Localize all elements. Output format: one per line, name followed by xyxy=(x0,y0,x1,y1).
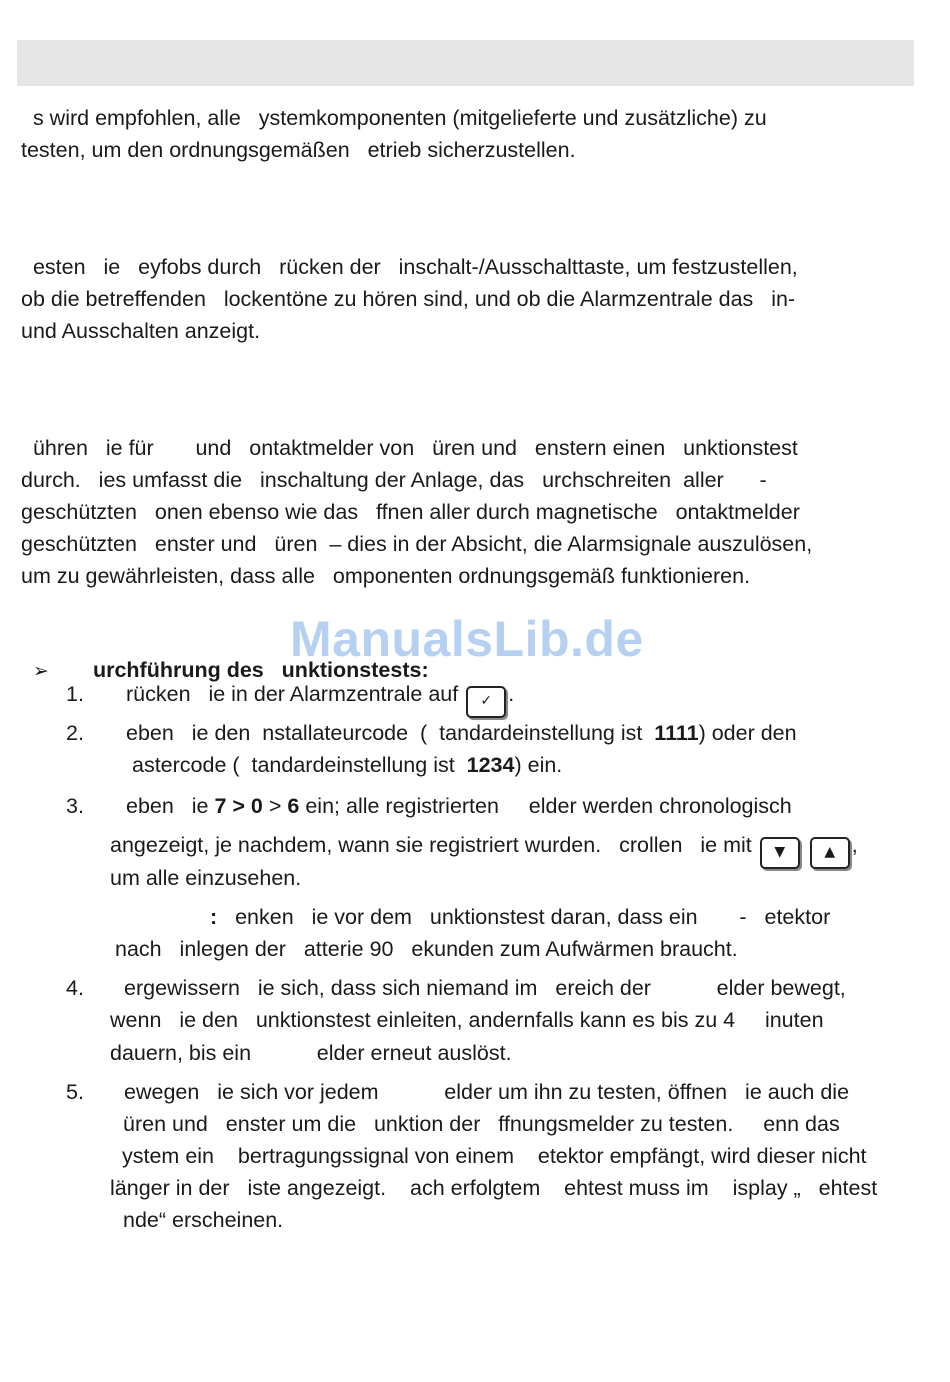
step-3-line-1 xyxy=(126,790,792,822)
arrow-bullet-icon: ➢ xyxy=(32,660,49,682)
step-1-text xyxy=(126,678,514,718)
arrow-up-key-icon: ▲ xyxy=(810,837,850,869)
step-3-line-2-text: angezeigt, je nachdem, wann sie registriert wurden. crollen ie mit xyxy=(110,833,752,857)
sensor-line-4: geschützten enster und üren – dies in der Absicht, die Alarmsignale auszulösen, xyxy=(21,532,813,556)
step-2-post: ) oder den xyxy=(698,721,797,745)
step-3-post: ein; alle registrierten elder werden chronologisch xyxy=(299,794,792,818)
step-4-line-1: ergewissern ie sich, dass sich niemand im ereich der elder bewegt, xyxy=(124,976,846,1000)
step-3-line-3: um alle einzusehen. xyxy=(110,866,302,890)
step-3-mid: > xyxy=(262,794,288,818)
step-3-note-line-1 xyxy=(210,901,830,933)
step-4-line-3: dauern, bis ein elder erneut auslöst. xyxy=(110,1041,512,1065)
step-4-line-2: wenn ie den unktionstest einleiten, andernfalls kann es bis zu 4 inuten xyxy=(110,1008,824,1032)
step-5-line-3: ystem ein bertragungssignal von einem etektor empfängt, wird dieser nicht xyxy=(122,1144,867,1168)
confirm-key-icon: ✓ xyxy=(466,686,506,718)
step-5-line-1: ewegen ie sich vor jedem elder um ihn zu testen, öffnen ie auch die xyxy=(124,1080,850,1104)
step-5-line-5: nde“ erscheinen. xyxy=(123,1208,284,1232)
section-header-bar xyxy=(17,40,914,86)
step-2-number: 2. xyxy=(66,721,84,745)
step-2-line-2 xyxy=(132,749,562,781)
step-1-label: rücken ie in der Alarmzentrale auf xyxy=(126,682,459,706)
watermark-text: ManualsLib.de xyxy=(290,611,644,667)
arrow-down-key-icon: ▼ xyxy=(760,837,800,869)
step-2-pre2: astercode ( tandardeinstellung ist xyxy=(132,753,467,777)
step-3-line-2-end: , xyxy=(851,833,858,857)
sensor-line-2: durch. ies umfasst die inschaltung der Anlage, das urchschreiten aller - xyxy=(21,468,767,492)
step-5-line-4: länger in der iste angezeigt. ach erfolgtem ehtest muss im isplay „ ehtest xyxy=(110,1176,878,1200)
step-2-pre: eben ie den nstallateurcode ( tandardeinstellung ist xyxy=(126,721,655,745)
menu-keys-1: 7 > 0 xyxy=(214,794,263,818)
sensor-line-1: ühren ie für und ontaktmelder von üren und enstern einen unktionstest xyxy=(21,436,798,460)
intro-line-2: testen, um den ordnungsgemäßen etrieb sicherzustellen. xyxy=(21,138,576,162)
keyfob-line-3: und Ausschalten anzeigt. xyxy=(21,319,261,343)
installer-code: 1111 xyxy=(654,721,699,745)
sensor-line-5: um zu gewährleisten, dass alle omponenten ordnungsgemäß funktionieren. xyxy=(21,564,751,588)
step-4-number: 4. xyxy=(66,976,84,1000)
step-5-number: 5. xyxy=(66,1080,84,1104)
step-5-line-2: üren und enster um die unktion der ffnungsmelder zu testen. enn das xyxy=(123,1112,840,1136)
step-2-line-1 xyxy=(126,717,797,749)
intro-line-1: s wird empfohlen, alle ystemkomponenten (mitgelieferte und zusätzliche) zu xyxy=(21,106,767,130)
step-3-pre: eben ie xyxy=(126,794,215,818)
master-code: 1234 xyxy=(466,753,515,777)
note-text-1: enken ie vor dem unktionstest daran, dass ein - etektor xyxy=(217,905,831,929)
keyfob-line-2: ob die betreffenden lockentöne zu hören sind, und ob die Alarmzentrale das in- xyxy=(21,287,796,311)
step-3-number: 3. xyxy=(66,794,84,818)
note-colon: : xyxy=(210,905,218,929)
step-1-end: . xyxy=(508,682,515,706)
step-2-post2: ) ein. xyxy=(514,753,563,777)
procedure-heading-text: urchführung des unktionstests: xyxy=(92,658,429,682)
menu-keys-2: 6 xyxy=(287,794,300,818)
step-3-note-line-2: nach inlegen der atterie 90 ekunden zum Aufwärmen braucht. xyxy=(115,937,738,961)
sensor-line-3: geschützten onen ebenso wie das ffnen aller durch magnetische ontaktmelder xyxy=(21,500,800,524)
step-1-number: 1. xyxy=(66,682,84,706)
keyfob-line-1: esten ie eyfobs durch rücken der inschalt-/Ausschalttaste, um festzustellen, xyxy=(21,255,798,279)
